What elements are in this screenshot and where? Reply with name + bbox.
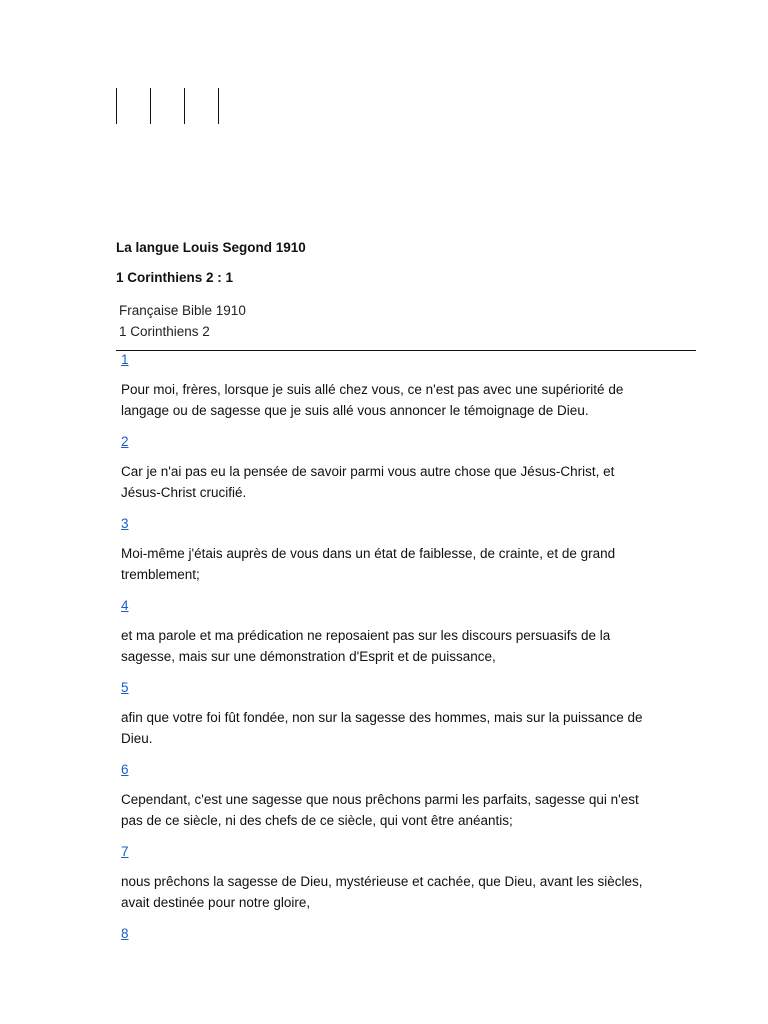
verse-number-link[interactable]: 3 [121,516,129,531]
verse-number-link[interactable]: 6 [121,762,129,777]
separator-bar [184,88,185,124]
verse-list [116,351,656,943]
verse-number-link[interactable]: 2 [121,434,129,449]
bible-name: Française Bible 1910 [119,303,246,318]
verse-text: Pour moi, frères, lorsque je suis allé chez vous, ce n'est pas avec une supériorité de langage ou de sagesse que je suis allé vous annoncer le témoignage de Dieu. [121,382,624,418]
verse-text: Cependant, c'est une sagesse que nous prêchons parmi les parfaits, sagesse qui n'est pas de ce siècle, ni des chefs de ce siècle, qui vont être anéantis; [121,792,639,828]
verse-text: et ma parole et ma prédication ne reposaient pas sur les discours persuasifs de la sagesse, mais sur une démonstration d'Esprit et de puissance, [121,628,611,664]
verse-text: Car je n'ai pas eu la pensée de savoir parmi vous autre chose que Jésus-Christ, et Jésus-Christ crucifié. [121,464,615,500]
verse-reference: 1 Corinthiens 2 : 1 [116,270,234,285]
verse-number-link[interactable]: 5 [121,680,129,695]
verse-text: Moi-même j'étais auprès de vous dans un état de faiblesse, de crainte, et de grand tremblement; [121,546,616,582]
separator-bar [150,88,151,124]
verse-number-link[interactable]: 4 [121,598,129,613]
page-title: La langue Louis Segond 1910 [116,240,306,255]
verse-text: nous prêchons la sagesse de Dieu, mystérieuse et cachée, que Dieu, avant les siècles, avait destinée pour notre gloire, [121,874,643,910]
verse-number-link[interactable]: 7 [121,844,129,859]
source-info [119,300,246,342]
verse-text: afin que votre foi fût fondée, non sur la sagesse des hommes, mais sur la puissance de Dieu. [121,710,643,746]
separator-bar [116,88,117,124]
verse-number-link[interactable]: 8 [121,926,129,941]
verse-number-link[interactable]: 1 [121,352,129,367]
chapter-name: 1 Corinthiens 2 [119,324,210,339]
separator-bar [218,88,219,124]
